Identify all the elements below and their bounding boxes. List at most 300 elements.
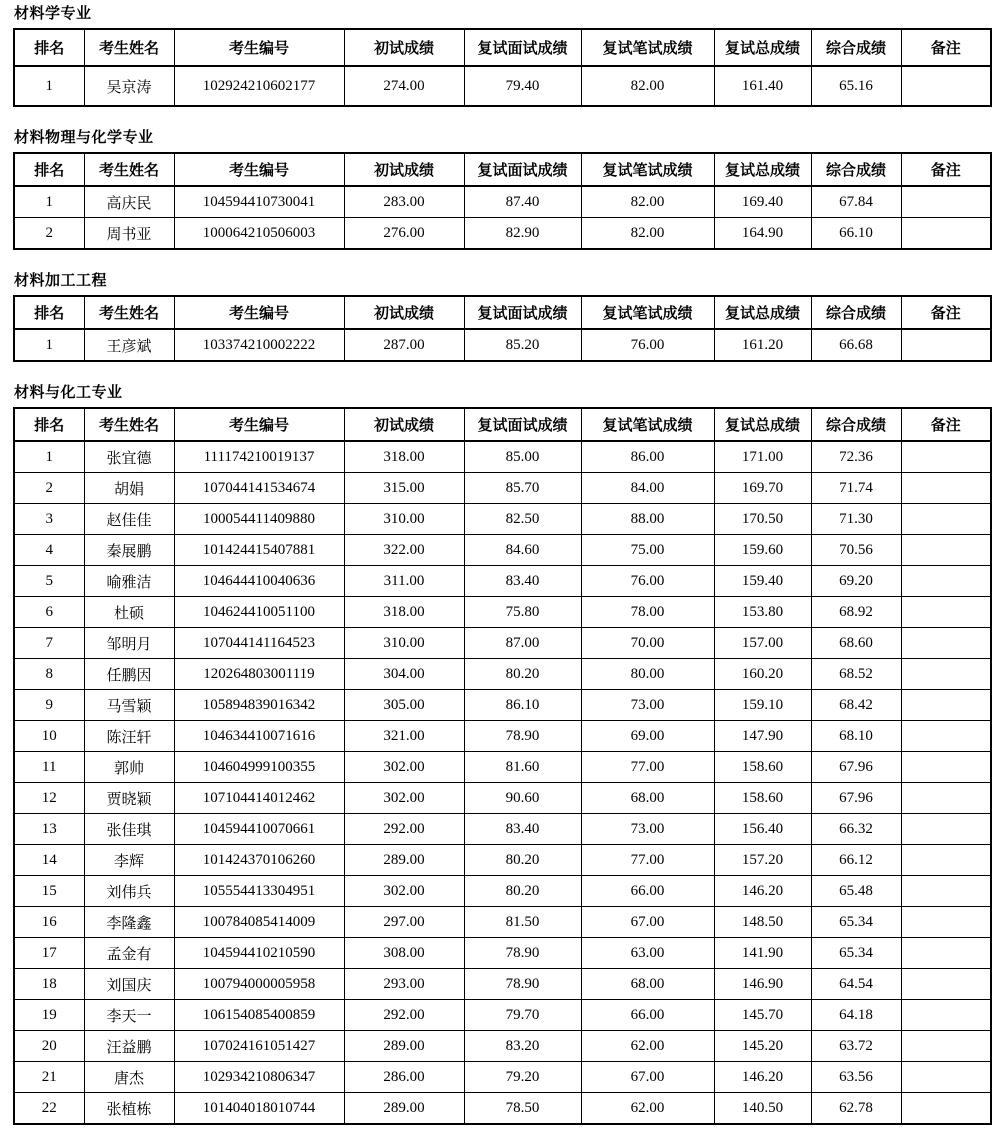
cell-candidate-name: 喻雅洁	[84, 566, 174, 597]
cell-initial-score: 276.00	[344, 218, 464, 250]
cell-remarks	[901, 845, 991, 876]
cell-candidate-name: 陈汪轩	[84, 721, 174, 752]
cell-written-score: 77.00	[581, 845, 714, 876]
cell-initial-score: 293.00	[344, 969, 464, 1000]
cell-initial-score: 283.00	[344, 186, 464, 218]
scores-table	[13, 152, 992, 250]
cell-remarks	[901, 690, 991, 721]
column-header: 初试成绩	[344, 296, 464, 329]
cell-remarks	[901, 535, 991, 566]
cell-overall-score: 68.42	[811, 690, 901, 721]
cell-written-score: 80.00	[581, 659, 714, 690]
cell-remarks	[901, 721, 991, 752]
cell-retest-total: 158.60	[714, 752, 811, 783]
cell-written-score: 67.00	[581, 1062, 714, 1093]
cell-candidate-id: 102934210806347	[174, 1062, 344, 1093]
table-row	[14, 473, 991, 504]
cell-initial-score: 289.00	[344, 845, 464, 876]
column-header: 排名	[14, 153, 84, 186]
column-header: 考生编号	[174, 408, 344, 441]
cell-overall-score: 66.68	[811, 329, 901, 361]
table-row	[14, 186, 991, 218]
cell-interview-score: 80.20	[464, 876, 581, 907]
cell-overall-score: 67.96	[811, 783, 901, 814]
table-row	[14, 783, 991, 814]
cell-rank: 8	[14, 659, 84, 690]
cell-written-score: 63.00	[581, 938, 714, 969]
cell-written-score: 69.00	[581, 721, 714, 752]
table-row	[14, 938, 991, 969]
column-header: 复试笔试成绩	[581, 153, 714, 186]
cell-initial-score: 311.00	[344, 566, 464, 597]
cell-written-score: 84.00	[581, 473, 714, 504]
cell-initial-score: 289.00	[344, 1093, 464, 1125]
cell-candidate-id: 104604999100355	[174, 752, 344, 783]
cell-candidate-name: 胡娟	[84, 473, 174, 504]
cell-rank: 19	[14, 1000, 84, 1031]
cell-retest-total: 141.90	[714, 938, 811, 969]
cell-interview-score: 75.80	[464, 597, 581, 628]
table-row	[14, 628, 991, 659]
cell-initial-score: 302.00	[344, 783, 464, 814]
cell-written-score: 75.00	[581, 535, 714, 566]
header-row	[14, 296, 991, 329]
cell-initial-score: 321.00	[344, 721, 464, 752]
cell-overall-score: 70.56	[811, 535, 901, 566]
cell-remarks	[901, 659, 991, 690]
cell-initial-score: 292.00	[344, 814, 464, 845]
cell-written-score: 62.00	[581, 1031, 714, 1062]
cell-rank: 13	[14, 814, 84, 845]
column-header: 考生姓名	[84, 408, 174, 441]
cell-interview-score: 83.40	[464, 814, 581, 845]
cell-retest-total: 148.50	[714, 907, 811, 938]
cell-interview-score: 80.20	[464, 845, 581, 876]
cell-candidate-id: 107024161051427	[174, 1031, 344, 1062]
cell-candidate-name: 刘伟兵	[84, 876, 174, 907]
table-row	[14, 752, 991, 783]
table-row	[14, 876, 991, 907]
cell-interview-score: 84.60	[464, 535, 581, 566]
cell-rank: 2	[14, 218, 84, 250]
column-header: 复试总成绩	[714, 153, 811, 186]
section-3	[13, 273, 990, 362]
cell-candidate-name: 邹明月	[84, 628, 174, 659]
section-title: 材料学专业	[14, 5, 92, 22]
cell-retest-total: 171.00	[714, 441, 811, 473]
cell-overall-score: 71.74	[811, 473, 901, 504]
table-row	[14, 1031, 991, 1062]
cell-overall-score: 62.78	[811, 1093, 901, 1125]
cell-initial-score: 289.00	[344, 1031, 464, 1062]
scores-table	[13, 295, 992, 362]
column-header: 排名	[14, 29, 84, 66]
header-row	[14, 408, 991, 441]
cell-retest-total: 153.80	[714, 597, 811, 628]
cell-written-score: 77.00	[581, 752, 714, 783]
cell-overall-score: 68.10	[811, 721, 901, 752]
cell-written-score: 68.00	[581, 969, 714, 1000]
column-header: 初试成绩	[344, 29, 464, 66]
cell-interview-score: 87.00	[464, 628, 581, 659]
cell-initial-score: 318.00	[344, 441, 464, 473]
cell-retest-total: 145.70	[714, 1000, 811, 1031]
table-row	[14, 441, 991, 473]
cell-interview-score: 78.90	[464, 938, 581, 969]
cell-candidate-id: 111174210019137	[174, 441, 344, 473]
table-row	[14, 814, 991, 845]
cell-rank: 17	[14, 938, 84, 969]
column-header: 初试成绩	[344, 153, 464, 186]
cell-written-score: 73.00	[581, 690, 714, 721]
cell-candidate-id: 104644410040636	[174, 566, 344, 597]
cell-candidate-name: 郭帅	[84, 752, 174, 783]
cell-interview-score: 82.50	[464, 504, 581, 535]
cell-overall-score: 65.16	[811, 66, 901, 106]
cell-rank: 1	[14, 66, 84, 106]
cell-rank: 20	[14, 1031, 84, 1062]
cell-candidate-id: 104594410210590	[174, 938, 344, 969]
column-header: 复试总成绩	[714, 408, 811, 441]
cell-overall-score: 63.56	[811, 1062, 901, 1093]
cell-remarks	[901, 504, 991, 535]
cell-remarks	[901, 969, 991, 1000]
cell-interview-score: 78.90	[464, 721, 581, 752]
cell-written-score: 82.00	[581, 186, 714, 218]
cell-overall-score: 67.84	[811, 186, 901, 218]
cell-rank: 3	[14, 504, 84, 535]
cell-initial-score: 310.00	[344, 628, 464, 659]
column-header: 备注	[901, 408, 991, 441]
cell-written-score: 86.00	[581, 441, 714, 473]
cell-rank: 22	[14, 1093, 84, 1125]
column-header: 考生姓名	[84, 29, 174, 66]
cell-retest-total: 146.20	[714, 876, 811, 907]
column-header: 复试笔试成绩	[581, 296, 714, 329]
table-row	[14, 1093, 991, 1125]
cell-candidate-name: 汪益鹏	[84, 1031, 174, 1062]
section-title: 材料加工工程	[14, 272, 108, 289]
column-header: 综合成绩	[811, 153, 901, 186]
cell-candidate-name: 刘国庆	[84, 969, 174, 1000]
cell-candidate-id: 101404018010744	[174, 1093, 344, 1125]
table-row	[14, 1000, 991, 1031]
cell-interview-score: 90.60	[464, 783, 581, 814]
cell-written-score: 76.00	[581, 329, 714, 361]
cell-overall-score: 69.20	[811, 566, 901, 597]
table-row	[14, 969, 991, 1000]
cell-remarks	[901, 783, 991, 814]
cell-remarks	[901, 218, 991, 250]
cell-initial-score: 292.00	[344, 1000, 464, 1031]
cell-candidate-id: 100054411409880	[174, 504, 344, 535]
cell-candidate-id: 104634410071616	[174, 721, 344, 752]
cell-candidate-id: 104594410070661	[174, 814, 344, 845]
cell-overall-score: 65.34	[811, 907, 901, 938]
table-row	[14, 690, 991, 721]
cell-retest-total: 147.90	[714, 721, 811, 752]
cell-remarks	[901, 1093, 991, 1125]
cell-rank: 1	[14, 186, 84, 218]
cell-overall-score: 64.18	[811, 1000, 901, 1031]
cell-candidate-id: 107044141164523	[174, 628, 344, 659]
column-header: 备注	[901, 296, 991, 329]
table-row	[14, 597, 991, 628]
column-header: 排名	[14, 296, 84, 329]
cell-initial-score: 274.00	[344, 66, 464, 106]
cell-candidate-name: 秦展鹏	[84, 535, 174, 566]
cell-remarks	[901, 876, 991, 907]
cell-candidate-name: 高庆民	[84, 186, 174, 218]
cell-written-score: 82.00	[581, 66, 714, 106]
section-4	[13, 385, 990, 1125]
cell-remarks	[901, 1000, 991, 1031]
cell-remarks	[901, 752, 991, 783]
cell-candidate-id: 104624410051100	[174, 597, 344, 628]
cell-written-score: 66.00	[581, 1000, 714, 1031]
cell-rank: 9	[14, 690, 84, 721]
cell-initial-score: 310.00	[344, 504, 464, 535]
cell-rank: 7	[14, 628, 84, 659]
cell-rank: 11	[14, 752, 84, 783]
cell-rank: 4	[14, 535, 84, 566]
cell-candidate-id: 102924210602177	[174, 66, 344, 106]
cell-written-score: 76.00	[581, 566, 714, 597]
cell-interview-score: 83.40	[464, 566, 581, 597]
cell-overall-score: 67.96	[811, 752, 901, 783]
column-header: 复试面试成绩	[464, 296, 581, 329]
section-2	[13, 130, 990, 250]
cell-remarks	[901, 628, 991, 659]
table-row	[14, 66, 991, 106]
cell-overall-score: 68.92	[811, 597, 901, 628]
cell-overall-score: 63.72	[811, 1031, 901, 1062]
column-header: 考生姓名	[84, 296, 174, 329]
cell-candidate-name: 任鹏因	[84, 659, 174, 690]
column-header: 复试总成绩	[714, 29, 811, 66]
table-row	[14, 721, 991, 752]
cell-rank: 21	[14, 1062, 84, 1093]
cell-retest-total: 157.20	[714, 845, 811, 876]
table-row	[14, 218, 991, 250]
cell-interview-score: 79.20	[464, 1062, 581, 1093]
cell-interview-score: 78.50	[464, 1093, 581, 1125]
cell-retest-total: 159.10	[714, 690, 811, 721]
cell-interview-score: 85.00	[464, 441, 581, 473]
cell-rank: 15	[14, 876, 84, 907]
cell-written-score: 73.00	[581, 814, 714, 845]
cell-candidate-name: 唐杰	[84, 1062, 174, 1093]
column-header: 复试面试成绩	[464, 29, 581, 66]
cell-candidate-id: 101424415407881	[174, 535, 344, 566]
cell-candidate-id: 103374210002222	[174, 329, 344, 361]
cell-rank: 16	[14, 907, 84, 938]
table-row	[14, 504, 991, 535]
cell-candidate-id: 120264803001119	[174, 659, 344, 690]
column-header: 复试笔试成绩	[581, 29, 714, 66]
column-header: 复试笔试成绩	[581, 408, 714, 441]
section-1	[13, 6, 990, 107]
cell-initial-score: 304.00	[344, 659, 464, 690]
cell-overall-score: 64.54	[811, 969, 901, 1000]
header-row	[14, 153, 991, 186]
table-row	[14, 1062, 991, 1093]
cell-candidate-id: 100794000005958	[174, 969, 344, 1000]
column-header: 初试成绩	[344, 408, 464, 441]
cell-candidate-id: 107044141534674	[174, 473, 344, 504]
cell-candidate-id: 105894839016342	[174, 690, 344, 721]
table-row	[14, 566, 991, 597]
cell-remarks	[901, 1031, 991, 1062]
cell-rank: 6	[14, 597, 84, 628]
column-header: 综合成绩	[811, 29, 901, 66]
column-header: 复试面试成绩	[464, 153, 581, 186]
cell-initial-score: 308.00	[344, 938, 464, 969]
cell-candidate-name: 张佳琪	[84, 814, 174, 845]
cell-rank: 18	[14, 969, 84, 1000]
cell-interview-score: 79.40	[464, 66, 581, 106]
cell-candidate-name: 张植栋	[84, 1093, 174, 1125]
cell-initial-score: 302.00	[344, 876, 464, 907]
table-row	[14, 845, 991, 876]
cell-initial-score: 297.00	[344, 907, 464, 938]
cell-interview-score: 78.90	[464, 969, 581, 1000]
cell-rank: 1	[14, 329, 84, 361]
cell-initial-score: 322.00	[344, 535, 464, 566]
table-row	[14, 329, 991, 361]
cell-candidate-name: 周书亚	[84, 218, 174, 250]
cell-remarks	[901, 1062, 991, 1093]
cell-retest-total: 161.20	[714, 329, 811, 361]
cell-written-score: 66.00	[581, 876, 714, 907]
cell-remarks	[901, 473, 991, 504]
column-header: 考生姓名	[84, 153, 174, 186]
cell-retest-total: 161.40	[714, 66, 811, 106]
header-row	[14, 29, 991, 66]
cell-remarks	[901, 907, 991, 938]
cell-interview-score: 81.50	[464, 907, 581, 938]
cell-candidate-name: 贾晓颖	[84, 783, 174, 814]
cell-candidate-id: 104594410730041	[174, 186, 344, 218]
cell-interview-score: 85.70	[464, 473, 581, 504]
column-header: 综合成绩	[811, 296, 901, 329]
cell-retest-total: 159.60	[714, 535, 811, 566]
cell-candidate-name: 张宜德	[84, 441, 174, 473]
cell-interview-score: 81.60	[464, 752, 581, 783]
cell-candidate-id: 100064210506003	[174, 218, 344, 250]
column-header: 复试总成绩	[714, 296, 811, 329]
cell-overall-score: 71.30	[811, 504, 901, 535]
cell-interview-score: 85.20	[464, 329, 581, 361]
cell-remarks	[901, 814, 991, 845]
cell-candidate-id: 107104414012462	[174, 783, 344, 814]
cell-rank: 14	[14, 845, 84, 876]
cell-retest-total: 157.00	[714, 628, 811, 659]
column-header: 综合成绩	[811, 408, 901, 441]
cell-retest-total: 145.20	[714, 1031, 811, 1062]
cell-remarks	[901, 938, 991, 969]
cell-retest-total: 164.90	[714, 218, 811, 250]
table-row	[14, 535, 991, 566]
column-header: 复试面试成绩	[464, 408, 581, 441]
cell-retest-total: 156.40	[714, 814, 811, 845]
cell-interview-score: 87.40	[464, 186, 581, 218]
cell-candidate-id: 101424370106260	[174, 845, 344, 876]
cell-overall-score: 66.32	[811, 814, 901, 845]
cell-interview-score: 86.10	[464, 690, 581, 721]
cell-written-score: 67.00	[581, 907, 714, 938]
cell-remarks	[901, 597, 991, 628]
cell-candidate-name: 李辉	[84, 845, 174, 876]
cell-initial-score: 286.00	[344, 1062, 464, 1093]
cell-interview-score: 82.90	[464, 218, 581, 250]
cell-interview-score: 80.20	[464, 659, 581, 690]
cell-overall-score: 65.48	[811, 876, 901, 907]
cell-retest-total: 169.70	[714, 473, 811, 504]
cell-rank: 10	[14, 721, 84, 752]
cell-initial-score: 315.00	[344, 473, 464, 504]
cell-retest-total: 158.60	[714, 783, 811, 814]
cell-retest-total: 146.20	[714, 1062, 811, 1093]
cell-candidate-name: 赵佳佳	[84, 504, 174, 535]
column-header: 备注	[901, 153, 991, 186]
cell-remarks	[901, 441, 991, 473]
column-header: 备注	[901, 29, 991, 66]
section-title: 材料与化工专业	[14, 384, 123, 401]
cell-retest-total: 170.50	[714, 504, 811, 535]
table-row	[14, 907, 991, 938]
cell-candidate-name: 李天一	[84, 1000, 174, 1031]
cell-candidate-id: 105554413304951	[174, 876, 344, 907]
column-header: 考生编号	[174, 29, 344, 66]
cell-remarks	[901, 66, 991, 106]
cell-candidate-name: 孟金有	[84, 938, 174, 969]
cell-written-score: 62.00	[581, 1093, 714, 1125]
cell-remarks	[901, 186, 991, 218]
cell-remarks	[901, 566, 991, 597]
cell-remarks	[901, 329, 991, 361]
cell-candidate-id: 100784085414009	[174, 907, 344, 938]
cell-written-score: 88.00	[581, 504, 714, 535]
cell-overall-score: 68.60	[811, 628, 901, 659]
cell-initial-score: 318.00	[344, 597, 464, 628]
cell-overall-score: 66.12	[811, 845, 901, 876]
cell-written-score: 70.00	[581, 628, 714, 659]
cell-interview-score: 83.20	[464, 1031, 581, 1062]
cell-retest-total: 140.50	[714, 1093, 811, 1125]
scores-table	[13, 407, 992, 1125]
cell-retest-total: 160.20	[714, 659, 811, 690]
cell-written-score: 68.00	[581, 783, 714, 814]
cell-interview-score: 79.70	[464, 1000, 581, 1031]
column-header: 考生编号	[174, 153, 344, 186]
cell-initial-score: 287.00	[344, 329, 464, 361]
cell-rank: 2	[14, 473, 84, 504]
cell-rank: 12	[14, 783, 84, 814]
cell-candidate-name: 李隆鑫	[84, 907, 174, 938]
cell-overall-score: 66.10	[811, 218, 901, 250]
column-header: 考生编号	[174, 296, 344, 329]
cell-retest-total: 146.90	[714, 969, 811, 1000]
cell-candidate-name: 王彦斌	[84, 329, 174, 361]
cell-candidate-name: 杜硕	[84, 597, 174, 628]
cell-candidate-name: 马雪颖	[84, 690, 174, 721]
cell-rank: 5	[14, 566, 84, 597]
cell-initial-score: 302.00	[344, 752, 464, 783]
column-header: 排名	[14, 408, 84, 441]
cell-rank: 1	[14, 441, 84, 473]
scores-table	[13, 28, 992, 107]
